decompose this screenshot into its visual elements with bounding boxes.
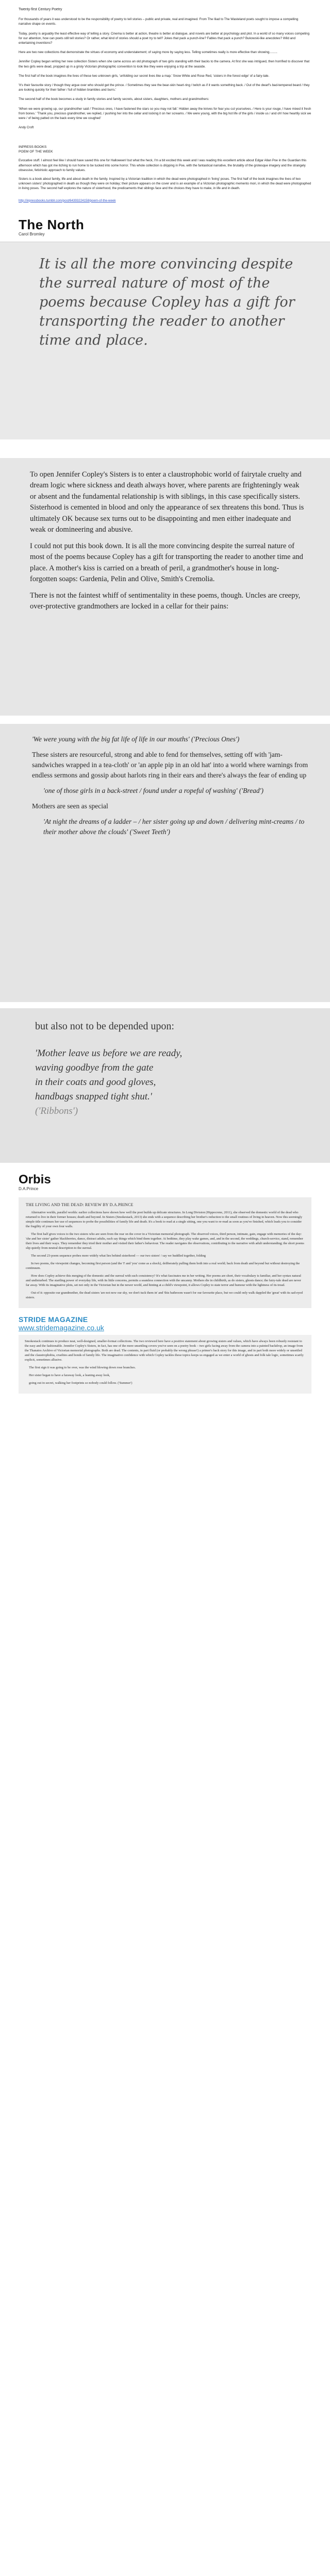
poem-line: in their coats and good gloves, bbox=[35, 1076, 156, 1088]
north-review bbox=[0, 208, 330, 242]
stride-link[interactable]: www.stridemagazine.co.uk bbox=[19, 1323, 104, 1332]
orbis-review bbox=[0, 1173, 330, 1308]
north-body-scan bbox=[0, 458, 330, 716]
inpress-heading: INPRESS BOOKS bbox=[19, 145, 47, 149]
orbis-title: Orbis bbox=[19, 1172, 51, 1187]
intro-paragraph: Jennifer Copley began writing her new collection Sisters when she came across an old photograph of two girls standing with their backs to the camera. At first she was intrigued, then horrified to discover that the two girls were dead, propped up in a grisly Victorian photographic convention to look like they were enjoying a trip at the seaside. bbox=[19, 60, 310, 69]
inpress-review bbox=[0, 141, 330, 208]
north-closing-lead: but also not to be depended upon: bbox=[35, 1020, 174, 1032]
intro-paragraph: Here are two new collections that demonstrate the virtues of economy and understatement; of saying more by saying less. Telling sometimes really is more effective than showing......... bbox=[19, 50, 277, 55]
stride-poem-line: Her sister began to have a faraway look, a leaning away look, bbox=[29, 1373, 110, 1377]
inpress-paragraph: Evocative stuff. I almost feel like I should have saved this one for Halloween! but what the heck, I'm a bit excited this week and I was reading this excellent article about Edgar Allan Poe in the Guardian this afternoon which has got me itching to run home to be tucked into some horror. This whole collection is dripping in Poe, with the fantastical narrative, the brutality of the grotesque imagery and the strangely obsessive, fetishistic approach to family values. bbox=[19, 159, 307, 172]
north-quote: 'We were young with the big fat life of life in our mouths' ('Precious Ones') bbox=[32, 735, 240, 743]
intro-paragraph: 'When we were growing up, our grandmother said / 'Precious ones, I have fastened the stars so you may not fall.' Hidden away the knives for fear you cut yourselves. / Here is your rouge, I have mixed it fresh from bones.' 'Thank you, precious grandmother, we replied, / pushing her into the cellar and locking it on her screams. / We were young, with the big hot life of the girls / inside us / and oh! how heartily sick we were / of being patted on the back every time we coughed' bbox=[19, 107, 311, 121]
intro-paragraph: Today, poetry is arguably the least effective way of telling a story. Cinema is better at action, theatre is better at dialogue, and novels are better at psychology and plot. In a world of so many voices competing for our attention, how can poets still tell stories? Or rather, what kind of stories should a poet try to tell? Jokes that pack a punch-line? Fables that pack a punch? Bukowski-like anecdotes? Wild and entertaining inventions? bbox=[19, 31, 310, 45]
orbis-paragraph: The first half gives voices to the two sisters who are seen from the rear on the cover in a Victorian memorial photograph. The observed voices, third person, intimate, gain, engage with memories of the day: 'she and her sister' gather blackberries, dance, distract adults, each say things which bind them together. At bedtime, they play wake games, and, and in the second, the weddings, church-service, stand, remember their lives and their ways. They remember they tried their mother and visited their father's behaviour. The reader navigates the observations, contributing to the narrative with adult understanding; the short poems slip quietly from neutral description to the surreal. bbox=[26, 1232, 304, 1250]
pull-quote: It is all the more convincing despite the surreal nature of most of the poems because Copley has a gift for transporting the reader to another time and place. bbox=[39, 256, 295, 348]
stride-paragraph: Smokestack continues to produce neat, well-designed, smaller-format collections. The two reviewed here have a positive statement about growing sisters and values, which have always been robustly resistant to the easy and the fashionable. Jennifer Copley's Sisters, in fact, has one of the more unsettling covers you've seen on a poetry book – two girls facing away from the camera into a painted backdrop, an image from the Thanatos Archive of Victorian memorial photographs. Both are dead. The contents, in part fluid (or probably the wrong phrase!) a primer's back story for this image, and in part both more widely or unsettled and the claustrophobia, cruelties and bonds of family life. The imaginative confidence with which Copley tackles these topics keeps us engaged as we enter a world of ghosts and folk tale logic, sometimes scarily explicit, sometimes allusive. bbox=[25, 1339, 304, 1362]
intro-paragraph: The second half of the book becomes a study in family stories and family secrets, about sisters, daughters, mothers and grandmothers: bbox=[19, 97, 209, 101]
orbis-scan bbox=[19, 1197, 311, 1308]
north-quote: 'one of those girls in a back-street / found under a ropeful of washing' ('Bread') bbox=[43, 786, 264, 794]
intro-paragraph: For thousands of years it was understood to be the responsibility of poetry to tell stories – public and private, real and imagined. From The Iliad to The Wasteland poets sought to impose a compelling narrative shape on events. bbox=[19, 18, 299, 26]
inpress-subheading: POEM OF THE WEEK bbox=[19, 150, 53, 154]
orbis-paragraph: How does Copley achieve this merging of the domestic and the surreal with such consistency? It's what fascinates me in her writing. Her poems are short, their vocabulary is familiar, and her syntax natural and undisturbed. The startling power of everyday life, with its little concerns, permits a seamless connection with the uncanny. Mothers die in childbirth, as do sisters, ghosts dance; the fairy-tale dead are never far away. With its imaginative plots, set not only in the Victorian but in the newer world, and hinting at a child's viewpoint, it allows Copley to state terror and humour with the lightness of its tread. bbox=[26, 1274, 301, 1287]
north-byline: Carol Bromley bbox=[19, 231, 45, 236]
inpress-paragraph: Sisters is a book about family, life and about death in the family. Inspired by a Victorian tradition in which the dead were photographed in 'living' poses. The first half of the book imagines the lives of two unknown sisters' photographed in death as though they were on holiday; their picture appears on the cover and is an example of a Victorian photographic memento mori, in which the dead were photographed in living poses. The second half explores the nature of sisterhood, the predicaments that siblings face and the choices they have to make, in life and in death. bbox=[19, 177, 311, 191]
north-quotes-scan bbox=[0, 724, 330, 1002]
north-paragraph: Mothers are seen as special bbox=[32, 802, 108, 810]
orbis-heading: THE LIVING AND THE DEAD: REVIEW BY D.A.PRINCE bbox=[26, 1202, 134, 1207]
stride-scan bbox=[19, 1335, 311, 1394]
intro-review bbox=[0, 0, 330, 141]
poem-line: 'Mother leave us before we are ready, bbox=[35, 1047, 183, 1059]
stride-poem-line: The first sign it was going to be over, was the wind blowing down rose branches. bbox=[29, 1365, 136, 1369]
north-closing-poem bbox=[35, 1046, 309, 1118]
north-paragraph: There is not the faintest whiff of sentimentality in these poems, though. Uncles are creepy, over-protective grandmothers are locked in a cellar for their pains: bbox=[30, 591, 301, 611]
orbis-paragraph: The second 23-poem sequence probes more widely what lies behind sisterhood — our two sisters' / say we huddled together, folding bbox=[31, 1253, 206, 1258]
intro-paragraph: 'It's their favourite story / though they argue over who should get the prince. / Sometimes they see the bear-skin heart-ring / twitch as if it wants something back. / Out of the dwarf's bad-tempered beard / they are looking quickly for their father / full of hidden brambles and burrs.' bbox=[19, 83, 310, 92]
orbis-header bbox=[0, 1173, 330, 1194]
intro-paragraph: The first half of the book imagines the lives of these two unknown girls, 'unfolding our secret lives like a map.' Snow White and Rose Red, 'sisters in the forest edge' of a fairy-tale. bbox=[19, 74, 270, 78]
orbis-paragraph: Alternative worlds, parallel worlds: earlier collections have shown how well the poet builds up delicate structures. In Long Division (Hippocrene, 2011), she observed the domestic world of the dead who returned to live in their former houses; death and beyond. In Sisters (Smokestack, 2013) she ends with a sequence describing her brother's reduction to the small routines of living in heaven. Now this seemingly simple title continues her use of sequences to probe the possibilities of family life and death. It's a book to read at a single sitting, one you want to re-read as soon as you've finished, which leads you to consider the fragility of your own four walls. bbox=[26, 1210, 303, 1228]
north-closing-scan bbox=[0, 1008, 330, 1163]
north-paragraph: To open Jennifer Copley's Sisters is to enter a claustrophobic world of fairytale cruelty and dream logic where sickness and death always hover, where parents are frighteningly weak or absent and the fundamental relationship is with siblings, in this case specifically sisters. Sisterhood is cemented in blood and only the appearance of sex threatens this bond. Thus is ultimately OK because sex turns out to be disappointing and men either inadequate and weak or domineering and abusive. bbox=[30, 470, 304, 534]
stride-title: STRIDE MAGAZINE bbox=[19, 1315, 88, 1324]
north-pull-quote-scan bbox=[0, 242, 330, 439]
intro-title: Twenty-first Century Poetry bbox=[19, 8, 62, 11]
north-paragraph: These sisters are resourceful, strong and able to fend for themselves, setting off with 'jam-sandwiches wrapped in a tea-cloth' or 'an apple pip in an old hat' into a world where warnings from endless sermons and gossip about harlots ring in their ears and there's always the fear of ending up bbox=[32, 750, 308, 779]
intro-signature: Andy Croft bbox=[19, 126, 34, 130]
poem-source: ('Ribbons') bbox=[35, 1105, 78, 1116]
orbis-paragraph: Out of it: opposite our grandmother, the dead sisters 'are not now our sky, we don't tuck them in' and 'this bathroom wasn't for our favourite place, but we could only walk dappled the 'great' with its sad-eyed sisters. bbox=[26, 1291, 303, 1299]
poem-line: handbags snapped tight shut.' bbox=[35, 1091, 152, 1102]
stride-poem-line: going out in secret, walking her footprints so nobody could follow. ('Summer') bbox=[29, 1381, 133, 1385]
north-title: The North bbox=[19, 216, 85, 232]
poem-line: waving goodbye from the gate bbox=[35, 1062, 154, 1073]
stride-review bbox=[19, 1315, 311, 1394]
north-paragraph: I could not put this book down. It is all the more convincing despite the surreal nature of most of the poems because Copley has a gift for transporting the reader to another time and place. A mother's kiss is carried on a breath of peril, a grandmother's house in long-forgotten soaps: Gardenia, Pelin and Olive, Smith's Cremolia. bbox=[30, 541, 303, 584]
orbis-paragraph: In two poems, the viewpoint changes, becoming first person (and the 'I' and 'you' come as a shock), deliberately pulling them both into a real world; back from death and beyond but without destroying the continuum. bbox=[26, 1261, 300, 1270]
north-quote: 'At night the dreams of a ladder – / her sister going up and down / delivering mint-creams / to their mother above the clouds' ('Sweet Teeth') bbox=[43, 817, 305, 836]
inpress-link[interactable]: http://inpressbooks.tumblr.com/post/64393224158/poem-of-the-week bbox=[19, 198, 116, 202]
orbis-byline: D.A.Prince bbox=[19, 1186, 39, 1191]
